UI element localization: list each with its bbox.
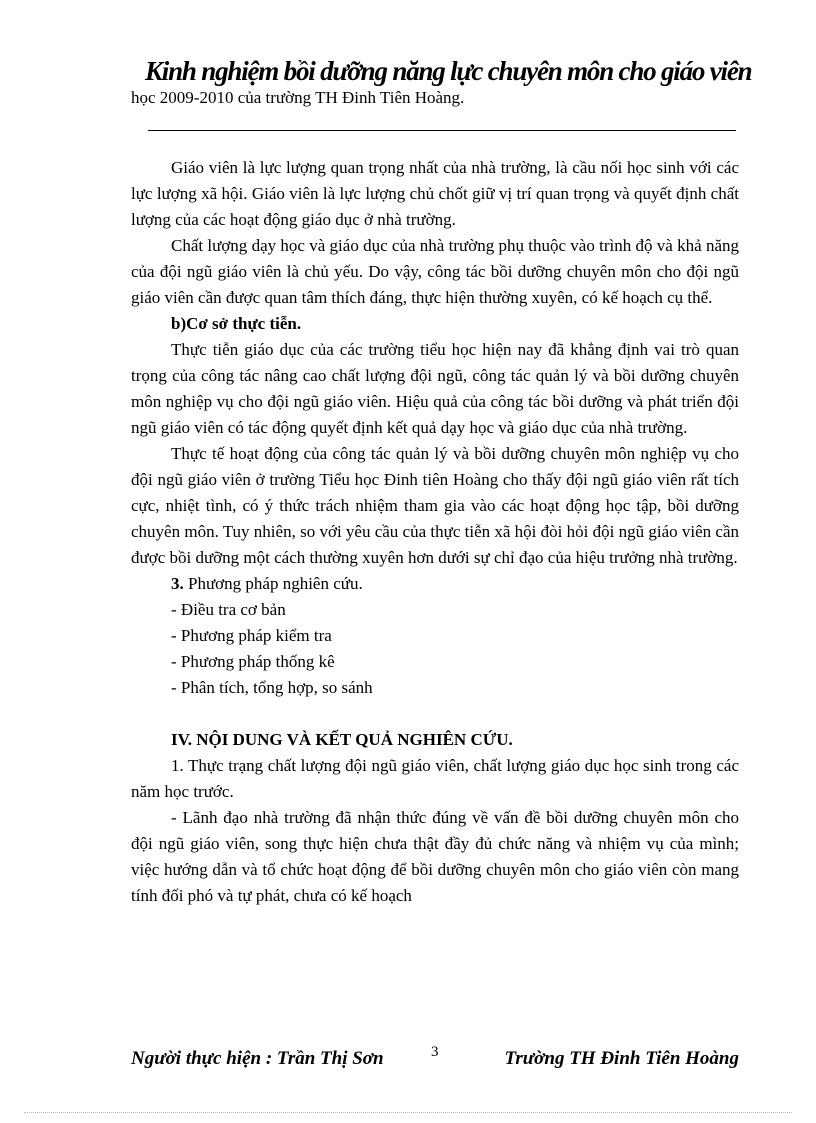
page-bottom-border — [24, 1112, 792, 1113]
method-item: - Phân tích, tổng hợp, so sánh — [171, 678, 373, 697]
page-footer — [131, 1044, 739, 1076]
heading-research-methods — [131, 571, 739, 597]
paragraph-quality-dependence: Chất lượng dạy học và giáo dục của nhà trường phụ thuộc vào trình độ và khả năng của đội ngũ giáo viên là chủ yếu. Do vậy, công tác bồi dưỡng chuyên môn cho đội ngũ giáo viên cần được quan tâm thích đáng, thực hiện thường xuyên, có kế hoạch cụ thể. — [131, 236, 739, 307]
method-item: - Phương pháp kiểm tra — [171, 626, 332, 645]
subsection-1-heading: 1. Thực trạng chất lượng đội ngũ giáo viên, chất lượng giáo dục học sinh trong các năm học trước. — [131, 756, 739, 801]
footer-author: Người thực hiện : Trần Thị Sơn — [131, 1048, 384, 1069]
document-body — [131, 155, 739, 909]
paragraph-practice: Thực tiễn giáo dục của các trường tiểu học hiện nay đã khẳng định vai trò quan trọng của công tác nâng cao chất lượng đội ngũ, công tác quản lý và bồi dưỡng chuyên môn nghiệp vụ cho đội ngũ giáo viên. Hiệu quả của công tác bồi dưỡng và phát triển đội ngũ giáo viên có tác động quyết định kết quả dạy học và giáo dục của nhà trường. — [131, 340, 739, 437]
heading-number: 3. — [171, 574, 184, 593]
section-iv-heading: IV. NỘI DUNG VÀ KẾT QUẢ NGHIÊN CỨU. — [171, 730, 513, 749]
spacer — [131, 701, 739, 727]
page-number: 3 — [431, 1044, 439, 1060]
paragraph-leadership: - Lãnh đạo nhà trường đã nhận thức đúng về vấn đề bồi dưỡng chuyên môn cho đội ngũ giáo viên, song thực hiện chưa thật đầy đủ chức năng và nhiệm vụ của mình; việc hướng dẫn và tổ chức hoạt động để bồi dưỡng chuyên môn cho giáo viên còn mang tính đối phó và tự phát, chưa có kế hoạch — [131, 808, 739, 905]
paragraph-actual-activity: Thực tế hoạt động của công tác quản lý và bồi dưỡng chuyên môn nghiệp vụ cho đội ngũ giáo viên ở trường Tiểu học Đinh tiên Hoàng cho thấy đội ngũ giáo viên rất tích cực, nhiệt tình, có ý thức trách nhiệm tham gia vào các hoạt động học tập, bồi dưỡng chuyên môn. Tuy nhiên, so với yêu cầu của thực tiễn xã hội đòi hỏi đội ngũ giáo viên cần được bồi dưỡng một cách thường xuyên hơn dưới sự chỉ đạo của hiệu trưởng nhà trường. — [131, 444, 739, 567]
heading-text: Phương pháp nghiên cứu. — [183, 574, 363, 593]
header-rule — [148, 130, 736, 131]
method-item: - Phương pháp thống kê — [171, 652, 335, 671]
method-item: - Điều tra cơ bản — [171, 600, 286, 619]
paragraph-teacher-role: Giáo viên là lực lượng quan trọng nhất của nhà trường, là cầu nối học sinh với các lực lượng xã hội. Giáo viên là lực lượng chủ chốt giữ vị trí quan trọng và quyết định chất lượng của các hoạt động giáo dục ở nhà trường. — [131, 158, 739, 229]
heading-practical-basis: b)Cơ sở thực tiễn. — [171, 314, 302, 333]
footer-school: Trường TH Đinh Tiên Hoàng — [504, 1048, 739, 1069]
header-title: Kinh nghiệm bồi dưỡng năng lực chuyên môn cho giáo viên — [145, 56, 752, 86]
header-subtitle: học 2009-2010 của trường TH Đinh Tiên Hoàng. — [131, 88, 465, 107]
